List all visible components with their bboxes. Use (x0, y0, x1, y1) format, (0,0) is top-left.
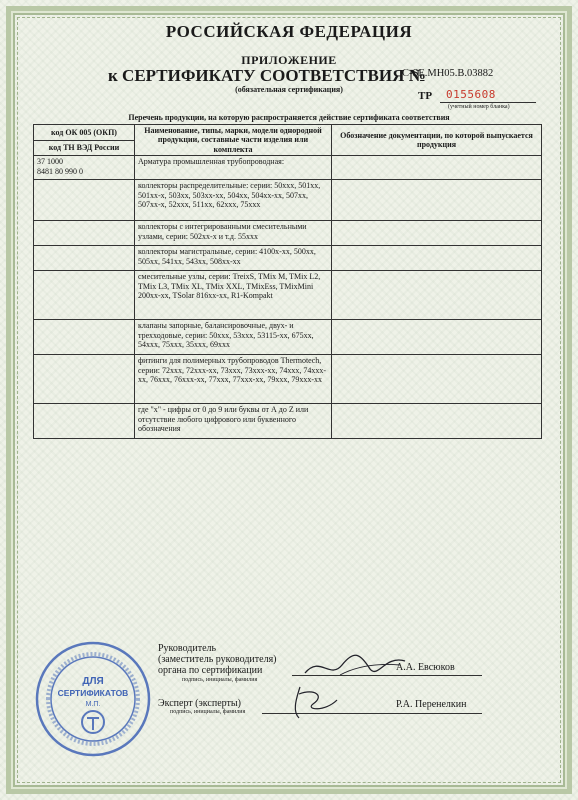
official-stamp-icon (34, 640, 152, 758)
table-row: смесительные узлы, серии: TreixS, TMix M, TMix L2, TMix L3, TMix XL, TMix XXL, TMixEss, TMixMini 200xx-xx, TSolar 816xx-xx, R1-Kompakt (135, 271, 332, 320)
expert-signature-caption: подпись, инициалы, фамилия (170, 709, 246, 715)
expert-signature-label: Эксперт (эксперты) (158, 698, 241, 709)
okp-code: 37 1000 (37, 157, 63, 167)
code-cell (34, 271, 135, 320)
product-list-title: Перечень продукции, на которую распространяется действие сертификата соответствия (128, 113, 450, 122)
code-cell (34, 355, 135, 404)
code-cell (34, 246, 135, 271)
documentation-cell (332, 320, 542, 355)
country-title: РОССИЙСКАЯ ФЕДЕРАЦИЯ (165, 22, 413, 41)
head-signature-icon (300, 645, 410, 685)
product-name-header: Наименование, типы, марки, модели однородной продукции, составные части изделия или комплекта (135, 125, 332, 156)
svg-text:М.П.: М.П. (85, 701, 101, 708)
table-row: Арматура промышленная трубопроводная: (135, 156, 332, 180)
okp-code-header: код ОК 005 (ОКП) (34, 125, 135, 141)
expert-name: Р.А. Перенелкин (396, 699, 467, 710)
code-cell (34, 180, 135, 221)
tp-label: ТР (418, 90, 433, 102)
svg-text:СЕРТИФИКАТОВ: СЕРТИФИКАТОВ (57, 688, 129, 698)
table-row: коллекторы магистральные, серии: 4100x-xx, 500xx, 505xx, 541xx, 543xx, 508xx-xx (135, 246, 332, 271)
head-name: А.А. Евсюков (396, 662, 455, 673)
documentation-cell (332, 156, 542, 180)
code-cell (34, 156, 135, 180)
product-table (33, 124, 542, 439)
code-cell (34, 320, 135, 355)
documentation-cell (332, 355, 542, 404)
head-signature-caption: подпись, инициалы, фамилия (182, 677, 258, 683)
head-signature-label: Руководитель (заместитель руководителя) органа по сертификации (158, 643, 277, 676)
expert-signature-icon (285, 682, 345, 722)
tnved-code-header: код ТН ВЭД России (34, 140, 135, 156)
appendix-title: ПРИЛОЖЕНИЕ (241, 53, 337, 67)
blank-number: 0155608 (446, 88, 496, 101)
certificate-number: C-SE.МН05.В.03882 (402, 68, 494, 79)
table-row: коллекторы распределительные: серии: 50xxx, 501xx, 501xx-x, 503xx, 503xx-xx, 504xx, 504xx-xx, 507xx, 507xx-x, 52xxx, 511xx, 62xxx, 75xxx (135, 180, 332, 221)
blank-number-underline (440, 102, 536, 103)
code-cell (34, 404, 135, 439)
table-row: коллекторы с интегрированными смесительными узлами, серии: 502xx-x и т.д. 55xxx (135, 221, 332, 246)
mandatory-note: (обязательная сертификация) (235, 85, 343, 94)
svg-text:ДЛЯ: ДЛЯ (82, 676, 104, 687)
documentation-header: Обозначение документации, по которой выпускается продукция (332, 125, 542, 156)
blank-number-note: (учетный номер бланка) (448, 104, 510, 110)
table-row: где "x" - цифры от 0 до 9 или буквы от А до Z или отсутствие любого цифрового или буквенного обозначения (135, 404, 332, 439)
documentation-cell (332, 180, 542, 221)
code-cell (34, 221, 135, 246)
table-row: фитинги для полимерных трубопроводов Thermotech, серии: 72xxx, 72xxx-xx, 73xxx, 73xxx-xx, 74xxx, 74xxx-xx, 76xxx, 76xxx-xx, 77xxx, 77xxx-xx, 79xxx, 79xxx-xx (135, 355, 332, 404)
documentation-cell (332, 404, 542, 439)
tnved-code: 8481 80 990 0 (37, 166, 83, 176)
table-row: клапаны запорные, балансировочные, двух- и трехходовые, серии: 50xxx, 53xxx, 53115-xx, 675xx, 54xxx, 75xxx, 35xxx, 69xxx (135, 320, 332, 355)
documentation-cell (332, 246, 542, 271)
documentation-cell (332, 271, 542, 320)
documentation-cell (332, 221, 542, 246)
certificate-title: к СЕРТИФИКАТУ СООТВЕТСТВИЯ № (108, 66, 426, 85)
